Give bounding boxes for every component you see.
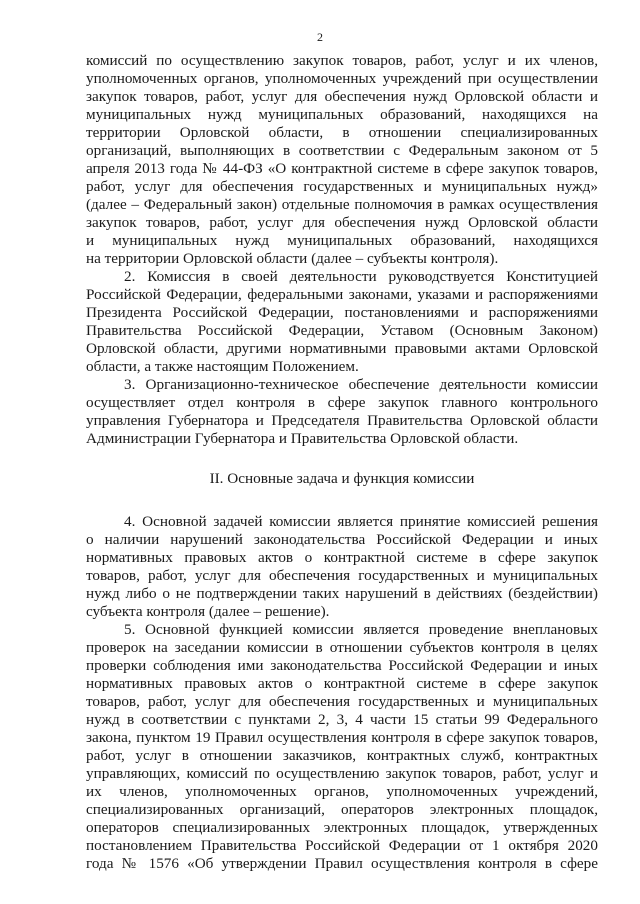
- text-line: товаров, работ, услуг для обеспечения государственных и муниципальных: [86, 693, 598, 710]
- text-line: Администрации Губернатора и Правительства Орловской области.: [86, 430, 519, 447]
- text-line: управляющих, комиссий по осуществлению закупок товаров, работ, услуг и: [86, 765, 598, 782]
- text-line: операторов специализированных электронных площадок, утвержденных: [86, 819, 598, 836]
- paragraph-1-continuation: [86, 52, 598, 268]
- text-line: субъекта контроля (далее – решение).: [86, 603, 330, 620]
- text-line: 3. Организационно-техническое обеспечение деятельности комиссии: [124, 376, 598, 393]
- text-line: проверок на заседании комиссии в отношении субъектов контроля в целях: [86, 639, 598, 656]
- text-line: года № 1576 «Об утверждении Правил осуществления контроля в сфере: [86, 855, 598, 872]
- text-line: и муниципальных нужд муниципальных образований, находящихся: [86, 232, 598, 249]
- text-line: товаров, работ, услуг для обеспечения государственных и муниципальных: [86, 567, 598, 584]
- text-line: 4. Основной задачей комиссии является принятие комиссией решения: [124, 513, 598, 530]
- text-line: Российской Федерации, федеральными законами, указами и распоряжениями: [86, 286, 598, 303]
- page-number: 2: [317, 30, 323, 44]
- text-line: закупок товаров, работ, услуг для обеспечения нужд Орловской области и: [86, 88, 598, 105]
- text-line: 2. Комиссия в своей деятельности руководствуется Конституцией: [124, 268, 598, 285]
- text-line: осуществляет отдел контроля в сфере закупок главного контрольного: [86, 394, 598, 411]
- text-line: на территории Орловской области (далее – субъекты контроля).: [86, 250, 499, 267]
- text-line: организаций, выполняющих в соответствии с Федеральным законом от 5: [86, 142, 598, 159]
- text-line: проверки соблюдения ими законодательства Российской Федерации и иных: [86, 657, 598, 674]
- text-line: области, а также настоящим Положением.: [86, 358, 359, 375]
- text-line: нормативных правовых актов о контрактной системе в сфере закупок: [86, 549, 598, 566]
- text-line: Орловской области, другими нормативными правовыми актами Орловской: [86, 340, 598, 357]
- text-line: нужд в соответствии с пунктами 2, 3, 4 части 15 статьи 99 Федерального: [86, 711, 598, 728]
- text-line: Правительства Российской Федерации, Уставом (Основным Законом): [86, 322, 598, 339]
- text-line: о наличии нарушений законодательства Российской Федерации и иных: [86, 531, 598, 548]
- text-line: работ, услуг для обеспечения государственных и муниципальных нужд»: [86, 178, 598, 195]
- paragraph-2: [86, 268, 598, 376]
- text-line: уполномоченных органов, уполномоченных учреждений при осуществлении: [86, 70, 598, 87]
- text-line: апреля 2013 года № 44-ФЗ «О контрактной системе в сфере закупок товаров,: [86, 160, 598, 177]
- text-line: Президента Российской Федерации, постановлениями и распоряжениями: [86, 304, 598, 321]
- text-line: закупок товаров, работ, услуг для обеспечения нужд Орловской области: [86, 214, 598, 231]
- text-line: комиссий по осуществлению закупок товаров, работ, услуг и их членов,: [86, 52, 598, 69]
- text-line: нормативных правовых актов о контрактной системе в сфере закупок: [86, 675, 598, 692]
- document-body: [86, 52, 598, 873]
- section-heading: II. Основные задача и функция комиссии: [209, 470, 475, 487]
- paragraph-4: [86, 513, 598, 621]
- text-line: территории Орловской области, в отношении специализированных: [86, 124, 598, 141]
- text-line: нужд либо о не подтверждении таких нарушений в действиях (бездействии): [86, 585, 598, 602]
- text-line: работ, услуг в отношении заказчиков, контрактных служб, контрактных: [86, 747, 598, 764]
- text-line: (далее – Федеральный закон) отдельные полномочия в рамках осуществления: [86, 196, 598, 213]
- paragraph-5: [86, 621, 598, 873]
- text-line: специализированных организаций, операторов электронных площадок,: [86, 801, 598, 818]
- text-line: управления Губернатора и Председателя Правительства Орловской области: [86, 412, 598, 429]
- text-line: 5. Основной функцией комиссии является проведение внеплановых: [124, 621, 598, 638]
- text-line: постановлением Правительства Российской Федерации от 1 октября 2020: [86, 837, 598, 854]
- paragraph-3: [86, 376, 598, 448]
- text-line: муниципальных нужд муниципальных образований, находящихся на: [86, 106, 598, 123]
- text-line: их членов, уполномоченных органов, уполномоченных учреждений,: [86, 783, 598, 800]
- text-line: закона, пунктом 19 Правил осуществления контроля в сфере закупок товаров,: [86, 729, 598, 746]
